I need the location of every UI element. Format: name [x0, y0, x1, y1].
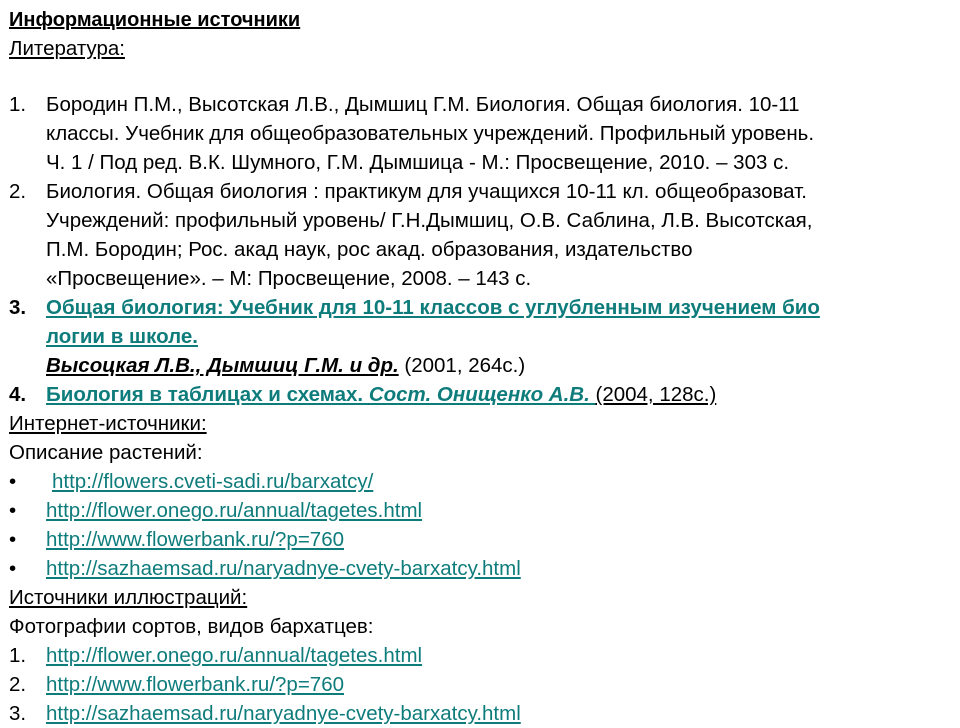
plants-heading: Описание растений:	[9, 441, 203, 464]
list-item	[9, 699, 954, 728]
page-title: Информационные источники	[9, 9, 301, 31]
item-number: 3.	[9, 702, 27, 725]
literature-item-3	[9, 293, 954, 380]
item-body	[46, 177, 954, 293]
item-tail: (2001, 264с.)	[398, 354, 526, 377]
item-line	[46, 351, 954, 380]
bullet-icon: •	[9, 528, 17, 551]
illustrations-heading: Источники иллюстраций:	[9, 586, 248, 609]
authors-link[interactable]: Высоцкая Л.В., Дымшиц Г.М. и др.	[46, 354, 399, 377]
item-line	[46, 380, 954, 409]
item-body	[46, 641, 954, 670]
literature-heading: Литература:	[9, 37, 125, 60]
list-item	[9, 641, 954, 670]
item-line	[46, 322, 954, 351]
photos-heading: Фотографии сортов, видов бархатцев:	[9, 615, 374, 638]
list-item	[9, 670, 954, 699]
illustration-link-3[interactable]: http://sazhaemsad.ru/naryadnye-cvety-barxatcy.html	[46, 702, 521, 725]
item-body	[46, 293, 954, 380]
item-line: классы. Учебник для общеобразовательных учреждений. Профильный уровень.	[46, 122, 815, 145]
internet-heading: Интернет-источники:	[9, 412, 207, 435]
literature-item-2	[9, 177, 954, 293]
literature-item-4	[9, 380, 954, 409]
item-body	[46, 554, 954, 583]
item-body	[46, 670, 954, 699]
item-line: Учреждений: профильный уровень/ Г.Н.Дымшиц, О.В. Саблина, Л.В. Высотская,	[46, 209, 813, 232]
literature-item-1	[9, 90, 954, 177]
compiler-link[interactable]: Сост. Онищенко А.В.	[368, 383, 596, 406]
item-number: 3.	[9, 296, 27, 319]
item-body	[46, 496, 954, 525]
internet-link-1[interactable]: http://flowers.cveti-sadi.ru/barxatcy/	[52, 470, 374, 493]
list-item	[9, 554, 954, 583]
item-body	[46, 699, 954, 728]
slide	[9, 6, 954, 728]
item-line: Биология. Общая биология : практикум для учащихся 10-11 кл. общеобразоват.	[46, 180, 807, 203]
item-number: 1.	[9, 93, 27, 116]
item-line: Ч. 1 / Под ред. В.К. Шумного, Г.М. Дымшица - М.: Просвещение, 2010. – 303 с.	[46, 151, 790, 174]
item-number: 2.	[9, 180, 27, 203]
tables-book-link[interactable]: Биология в таблицах и схемах.	[46, 383, 369, 406]
textbook-link-continued[interactable]: логии в школе.	[46, 325, 198, 348]
internet-link-4[interactable]: http://sazhaemsad.ru/naryadnye-cvety-barxatcy.html	[46, 557, 521, 580]
item-number: 1.	[9, 644, 27, 667]
list-item	[9, 525, 954, 554]
item-body	[46, 467, 954, 496]
internet-link-3[interactable]: http://www.flowerbank.ru/?p=760	[46, 528, 344, 551]
spacer	[9, 63, 954, 90]
bullet-icon: •	[9, 470, 17, 493]
item-body	[46, 525, 954, 554]
bullet-icon: •	[9, 557, 17, 580]
illustration-link-1[interactable]: http://flower.onego.ru/annual/tagetes.html	[46, 644, 423, 667]
item-number: 2.	[9, 673, 27, 696]
item-tail: (2004, 128с.)	[595, 383, 717, 406]
bullet-icon: •	[9, 499, 17, 522]
item-body	[46, 380, 954, 409]
item-line: П.М. Бородин; Рос. акад наук, рос акад. образования, издательство	[46, 238, 693, 261]
list-item	[9, 496, 954, 525]
item-line	[46, 293, 954, 322]
textbook-link[interactable]: Общая биология: Учебник для 10-11 классов с углубленным изучением био	[46, 296, 820, 319]
item-number: 4.	[9, 383, 27, 406]
internet-link-2[interactable]: http://flower.onego.ru/annual/tagetes.html	[46, 499, 423, 522]
item-line: Бородин П.М., Высотская Л.В., Дымшиц Г.М. Биология. Общая биология. 10-11	[46, 93, 800, 116]
list-item	[9, 467, 954, 496]
item-line: «Просвещение». – М: Просвещение, 2008. – 143 с.	[46, 267, 532, 290]
illustration-link-2[interactable]: http://www.flowerbank.ru/?p=760	[46, 673, 344, 696]
item-body	[46, 90, 954, 177]
